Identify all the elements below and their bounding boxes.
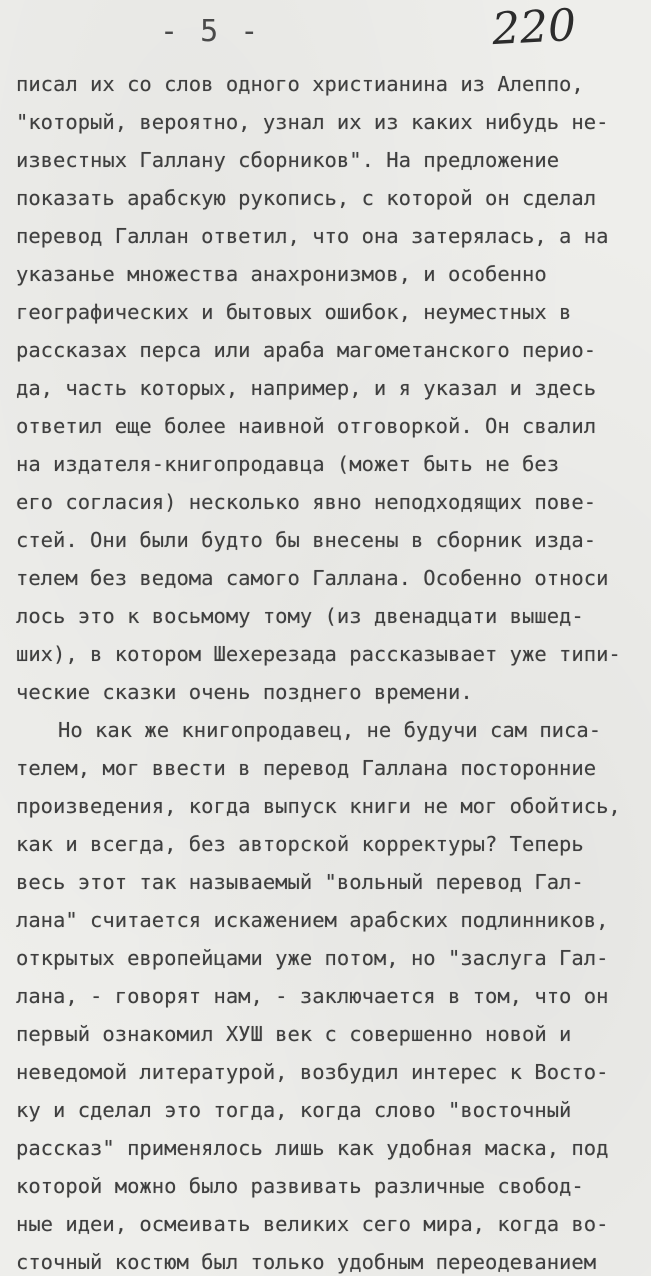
text-line: стей. Они были будто бы внесены в сборник изда- [16,528,597,552]
text-line: да, часть которых, например, и я указал и здесь [16,376,597,400]
text-line: как и всегда, без авторской корректуры? Теперь [16,832,584,856]
text-line: "который, вероятно, узнал их из каких нибудь не- [16,110,609,134]
text-line: которой можно было развивать различные свобод- [16,1174,584,1198]
text-line: рассказ" применялось лишь как удобная маска, под [16,1136,609,1160]
text-line: известных Галлану сборников". На предложение [16,148,560,172]
text-line: указанье множества анахронизмов, и особенно [16,262,547,286]
text-line: телем, мог ввести в перевод Галлана посторонние [16,756,597,780]
text-line: ших), в котором Шехерезада рассказывает уже типи- [16,642,621,666]
text-line: открытых европейцами уже потом, но "заслуга Гал- [16,946,609,970]
text-line: весь этот так называемый "вольный перевод Гал- [16,870,584,894]
page-number: - 5 - [160,14,261,49]
text-line: ные идеи, осмеивать великих сего мира, когда во- [16,1212,609,1236]
text-line: рассказах перса или араба магометанского перио- [16,338,597,362]
text-line: показать арабскую рукопись, с которой он сделал [16,186,597,210]
text-line: Но как же книгопродавец, не будучи сам писа- [58,718,602,742]
text-line: лана, - говорят нам, - заключается в том, что он [16,984,609,1008]
text-line: ку и сделал это тогда, когда слово "восточный [16,1098,572,1122]
text-line: географических и бытовых ошибок, неуместных в [16,300,572,324]
text-line: неведомой литературой, возбудил интерес к Восто- [16,1060,609,1084]
text-line: телем без ведома самого Галлана. Особенно относи [16,566,609,590]
text-line: произведения, когда выпуск книги не мог обойтись, [16,794,621,818]
text-line: ответил еще более наивной отговоркой. Он свалил [16,414,597,438]
text-line: лось это к восьмому тому (из двенадцати вышед- [16,604,584,628]
text-line: ческие сказки очень позднего времени. [16,680,473,704]
text-line: лана" считается искажением арабских подлинников, [16,908,609,932]
text-line: сточный костюм был только удобным переодеванием [16,1250,597,1274]
text-line: перевод Галлан ответил, что она затерялась, а на [16,224,609,248]
text-line: на издателя-книгопродавца (может быть не без [16,452,560,476]
text-line: его согласия) несколько явно неподходящих пове- [16,490,597,514]
text-line: писал их со слов одного христианина из Алеппо, [16,72,584,96]
text-line: первый ознакомил ХУШ век с совершенно новой и [16,1022,572,1046]
archive-number: 220 [490,0,578,56]
